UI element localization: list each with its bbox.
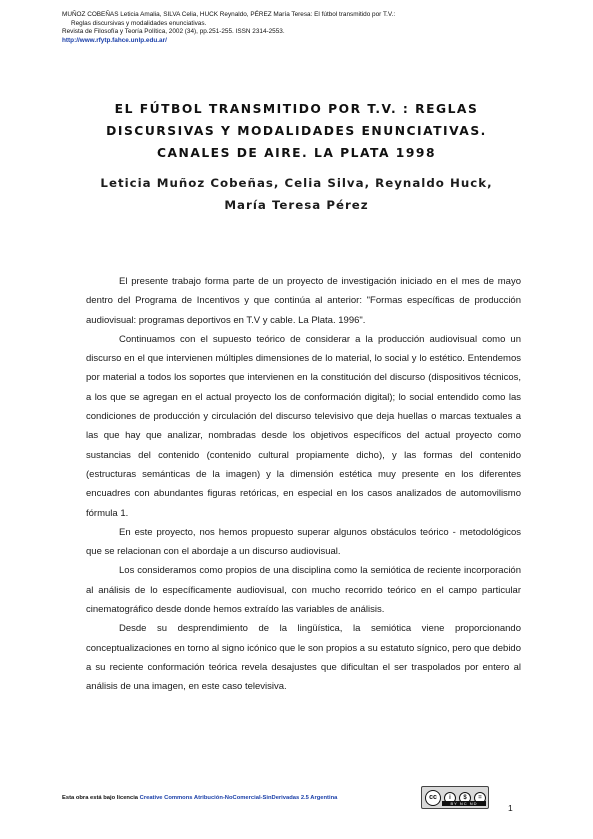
citation-line-2: Reglas discursivas y modalidades enunciativas. — [71, 19, 207, 27]
license-prefix: Esta obra está bajo licencia — [62, 795, 140, 801]
creative-commons-badge[interactable] — [421, 786, 489, 809]
citation-line-1: MUÑOZ COBEÑAS Leticia Amalia, SILVA Celia, HUCK Reynaldo, PÉREZ María Teresa: El fútbol transmitido por T.V.: — [62, 11, 396, 18]
license-link[interactable]: Creative Commons Atribución-NoComercial-SinDerivadas 2.5 Argentina — [139, 795, 338, 801]
citation-line-3: Revista de Filosofía y Teoría Política, 2002 (34), pp.251-255. ISSN 2314-2553. — [62, 28, 285, 36]
authors-line-2: María Teresa Pérez — [224, 198, 369, 212]
authors-line-1: Leticia Muñoz Cobeñas, Celia Silva, Reynaldo Huck, — [100, 176, 493, 190]
citation-header — [62, 11, 532, 45]
page-number: 1 — [508, 803, 513, 813]
journal-link[interactable]: http://www.rfytp.fahce.unlp.edu.ar/ — [62, 36, 167, 44]
paragraph: En este proyecto, nos hemos propuesto superar algunos obstáculos teórico - metodológicos que se relacionan con el abordaje a un discurso audiovisual. — [86, 526, 521, 558]
paragraph: Los consideramos como propios de una disciplina como la semiótica de reciente incorporación al análisis de lo específicamente audiovisual, con mucho recorrido teórico en el campo particular cinematográfico desde donde hemos extraído las variables de análisis. — [86, 565, 521, 616]
license-terms-strip: BY NC ND — [442, 801, 486, 806]
paragraph: Desde su desprendimiento de la lingüística, la semiótica viene proporcionando conceptualizaciones en torno al signo icónico que le son propios a su estatuto sígnico, pero que debido a su reciente conformación teórica revela desajustes que dificultan el ser traspolados por entero al análisis de una imagen, en este caso televisiva. — [86, 623, 521, 693]
paragraph: El presente trabajo forma parte de un proyecto de investigación iniciado en el mes de mayo dentro del Programa de Incentivos y que continúa al anterior: "Formas específicas de producción audiovisual: programas deportivos en T.V y cable. La Plata. 1996". — [86, 276, 521, 326]
noncommercial-icon: $ — [459, 792, 471, 804]
author-list — [70, 172, 523, 216]
title-line-2: DISCURSIVAS Y MODALIDADES ENUNCIATIVAS. — [106, 124, 487, 138]
title-line-1: EL FÚTBOL TRANSMITIDO POR T.V. : REGLAS — [114, 102, 479, 116]
paper-title — [70, 98, 523, 164]
paragraph: Continuamos con el supuesto teórico de considerar a la producción audiovisual como un discurso en el que intervienen múltiples dimensiones de lo material, lo social y lo estético. Entendemos por material a todos los soportes que intervienen en la constitución del discurso (dispositivos técnicos, a los que se agregan en el actual proyecto los de conformación digital); lo social entendido como las condiciones de producción y circulación del discurso televisivo que deja huellas o marcas textuales a las que hay que analizar, nombradas desde los objetivos específicos del actual proyecto como sustancias del contenido (contenido cultural propiamente dicho), y las formas del contenido (estructuras semánticas de la imagen) y la dimensión estética muy presente en los diferentes encuadres con abundantes figuras retóricas, en especial en los casos analizados de automovilismo fórmula 1. — [86, 333, 521, 519]
title-line-3: CANALES DE AIRE. LA PLATA 1998 — [156, 146, 437, 160]
noderivatives-icon: = — [474, 792, 486, 804]
attribution-icon: i — [444, 792, 456, 804]
license-footer — [62, 795, 337, 801]
cc-icon: cc — [425, 790, 441, 806]
body-text — [86, 272, 521, 697]
